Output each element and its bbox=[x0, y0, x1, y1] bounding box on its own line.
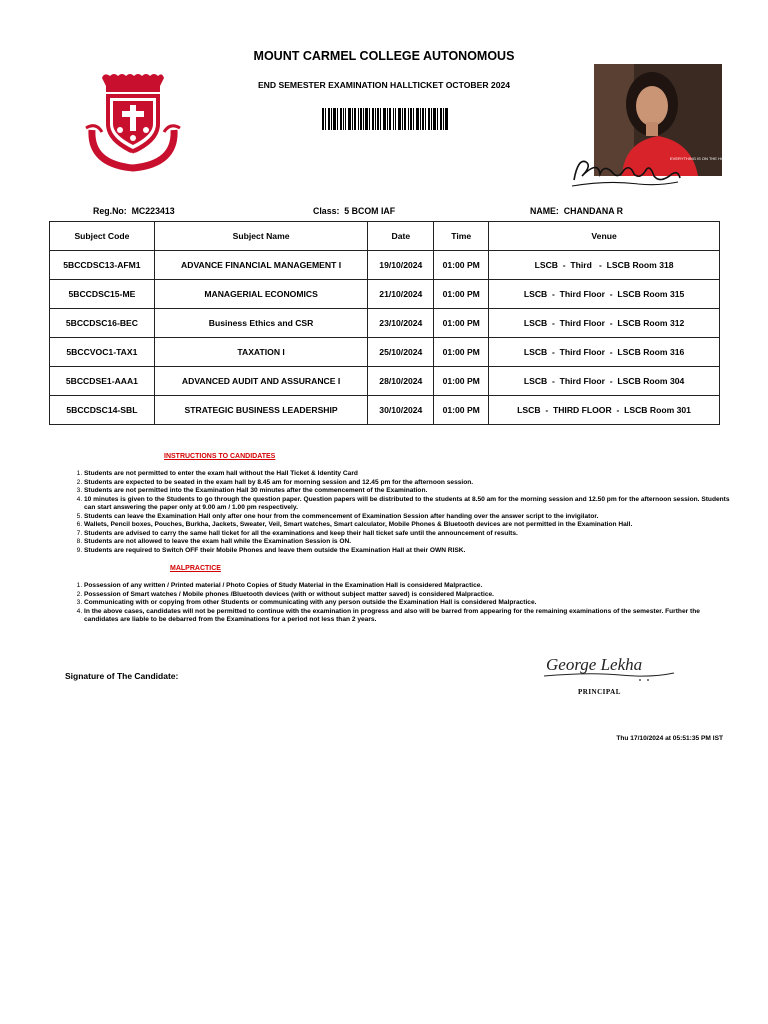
list-item: 1. Possession of any written / Printed material / Photo Copies of Study Material in the Examination Hall is considered Malpractice. bbox=[84, 582, 734, 591]
reg-no-label: Reg.No: bbox=[93, 206, 127, 216]
exam-date: 25/10/2024 bbox=[368, 338, 434, 367]
print-timestamp: Thu 17/10/2024 at 05:51:35 PM IST bbox=[616, 735, 723, 742]
exam-time: 01:00 PM bbox=[434, 396, 489, 425]
subject-name: STRATEGIC BUSINESS LEADERSHIP bbox=[154, 396, 368, 425]
name-label: NAME: bbox=[530, 206, 559, 216]
exam-schedule-table bbox=[49, 221, 720, 425]
subject-code: 5BCCDSC15-ME bbox=[50, 280, 155, 309]
table-header-row bbox=[50, 222, 720, 251]
subject-name: Business Ethics and CSR bbox=[154, 309, 368, 338]
column-header: Date bbox=[368, 222, 434, 251]
subject-code: 5BCCDSC16-BEC bbox=[50, 309, 155, 338]
college-name: MOUNT CARMEL COLLEGE AUTONOMOUS bbox=[253, 49, 515, 63]
column-header: Subject Code bbox=[50, 222, 155, 251]
table-row bbox=[50, 396, 720, 425]
name-value: CHANDANA R bbox=[563, 206, 624, 216]
subject-code: 5BCCDSE1-AAA1 bbox=[50, 367, 155, 396]
exam-title: END SEMESTER EXAMINATION HALLTICKET OCTOBER 2024 bbox=[257, 80, 511, 90]
exam-venue: LSCB - Third Floor - LSCB Room 312 bbox=[489, 309, 720, 338]
list-item: 2. Students are expected to be seated in the exam hall by 8.45 am for morning session and 12.45 pm for the afternoon session. bbox=[84, 479, 734, 488]
principal-signature bbox=[540, 644, 680, 690]
table-row bbox=[50, 367, 720, 396]
exam-time: 01:00 PM bbox=[434, 280, 489, 309]
exam-venue: LSCB - Third Floor - LSCB Room 316 bbox=[489, 338, 720, 367]
exam-time: 01:00 PM bbox=[434, 251, 489, 280]
list-item: 4. In the above cases, candidates will not be permitted to continue with the examination in progress and also will be barred from appearing for the remaining examinations of the semester. Further the candidates are liable to be debarred from the Examinations for a period not less than 2 years. bbox=[84, 608, 734, 625]
list-item: 8. Students are not allowed to leave the exam hall while the Examination Session is ON. bbox=[84, 538, 734, 547]
column-header: Venue bbox=[489, 222, 720, 251]
list-item: 6. Wallets, Pencil boxes, Pouches, Burkha, Jackets, Sweater, Veil, Smart watches, Smart calculator, Mobile Phones & Bluetooth devices are not permitted in the Examination Hall. bbox=[84, 521, 734, 530]
instructions-title: INSTRUCTIONS TO CANDIDATES bbox=[164, 453, 276, 460]
name-field bbox=[530, 206, 623, 216]
class-field bbox=[313, 206, 395, 216]
exam-venue: LSCB - Third Floor - LSCB Room 304 bbox=[489, 367, 720, 396]
malpractice-title: MALPRACTICE bbox=[170, 565, 221, 572]
photo-shirt-text: EVERYTHING IS ON THE HORIZON bbox=[670, 156, 737, 161]
class-value: 5 BCOM IAF bbox=[344, 206, 396, 216]
column-header: Subject Name bbox=[154, 222, 368, 251]
instructions-list bbox=[76, 470, 734, 555]
exam-venue: LSCB - THIRD FLOOR - LSCB Room 301 bbox=[489, 396, 720, 425]
exam-time: 01:00 PM bbox=[434, 309, 489, 338]
table-row bbox=[50, 309, 720, 338]
list-item: 9. Students are required to Switch OFF their Mobile Phones and leave them outside the Examination Hall at their OWN RISK. bbox=[84, 547, 734, 556]
barcode bbox=[322, 108, 448, 130]
exam-date: 19/10/2024 bbox=[368, 251, 434, 280]
list-item: 5. Students can leave the Examination Hall only after one hour from the commencement of Examination Session after handing over the answer script to the invigilator. bbox=[84, 513, 734, 522]
list-item: 2. Possession of Smart watches / Mobile phones /Bluetooth devices (with or without subject matter saved) is considered Malpractice. bbox=[84, 591, 734, 600]
exam-time: 01:00 PM bbox=[434, 338, 489, 367]
exam-time: 01:00 PM bbox=[434, 367, 489, 396]
list-item: 3. Students are not permitted into the Examination Hall 30 minutes after the commencement of the Examination. bbox=[84, 487, 734, 496]
exam-date: 28/10/2024 bbox=[368, 367, 434, 396]
list-item: 3. Communicating with or copying from other Students or communicating with any person outside the Examination Hall is considered Malpractice. bbox=[84, 599, 734, 608]
subject-name: MANAGERIAL ECONOMICS bbox=[154, 280, 368, 309]
exam-date: 23/10/2024 bbox=[368, 309, 434, 338]
student-signature bbox=[568, 150, 684, 192]
subject-name: ADVANCED AUDIT AND ASSURANCE I bbox=[154, 367, 368, 396]
list-item: 1. Students are not permitted to enter the exam hall without the Hall Ticket & Identity Card bbox=[84, 470, 734, 479]
table-row bbox=[50, 251, 720, 280]
list-item: 4. 10 minutes is given to the Students to go through the question paper. Question papers will be distributed to the students at 8.50 am for the morning session and 12.50 pm for the afternoon session. Students can start answering the paper only at 9.00 am / 1.00 pm respectively. bbox=[84, 496, 734, 513]
reg-no-value: MC223413 bbox=[131, 206, 175, 216]
reg-no-field bbox=[93, 206, 175, 216]
principal-label: PRINCIPAL bbox=[578, 688, 621, 696]
malpractice-list bbox=[76, 582, 734, 625]
exam-venue: LSCB - Third Floor - LSCB Room 315 bbox=[489, 280, 720, 309]
table-row bbox=[50, 280, 720, 309]
exam-date: 21/10/2024 bbox=[368, 280, 434, 309]
subject-name: TAXATION I bbox=[154, 338, 368, 367]
column-header: Time bbox=[434, 222, 489, 251]
subject-code: 5BCCDSC14-SBL bbox=[50, 396, 155, 425]
list-item: 7. Students are advised to carry the same hall ticket for all the examinations and keep their hall ticket safe until the announcement of results. bbox=[84, 530, 734, 539]
candidate-signature-label: Signature of The Candidate: bbox=[65, 671, 179, 681]
subject-name: ADVANCE FINANCIAL MANAGEMENT I bbox=[154, 251, 368, 280]
principal-signature-text: George Lekha bbox=[546, 655, 643, 674]
subject-code: 5BCCVOC1-TAX1 bbox=[50, 338, 155, 367]
college-crest-logo bbox=[84, 72, 182, 172]
logo-motto: AD ASTRA PER ASPERA bbox=[99, 140, 167, 160]
subject-code: 5BCCDSC13-AFM1 bbox=[50, 251, 155, 280]
table-row bbox=[50, 338, 720, 367]
class-label: Class: bbox=[313, 206, 340, 216]
exam-date: 30/10/2024 bbox=[368, 396, 434, 425]
exam-venue: LSCB - Third - LSCB Room 318 bbox=[489, 251, 720, 280]
